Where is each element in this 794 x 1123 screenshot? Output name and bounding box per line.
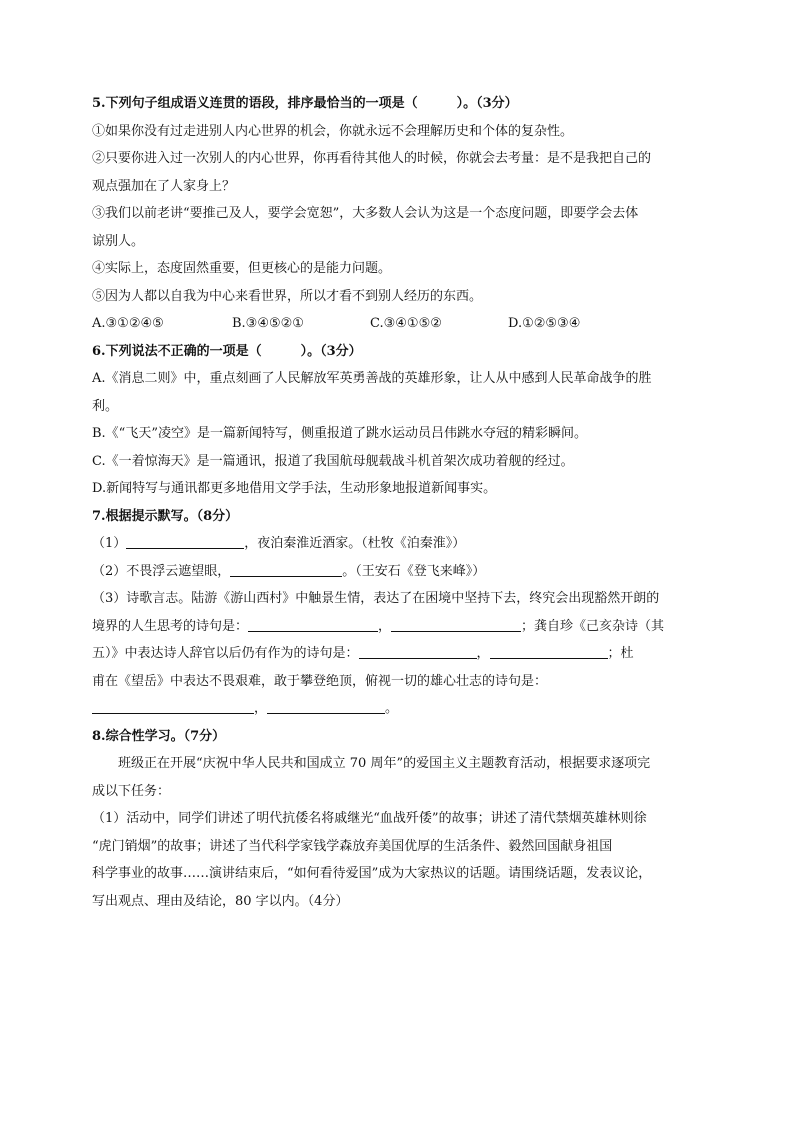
question-5 [92, 90, 704, 338]
answer-blank[interactable] [391, 617, 521, 632]
item-3-line-4: 甫在《望岳》中表达不畏艰难，敢于攀登绝顶，俯视一切的雄心壮志的诗句是： [92, 673, 548, 689]
sentence-2-line-2: 观点强加在了人家身上？ [92, 178, 236, 194]
question-7-title: 7.根据提示默写。（8分） [92, 508, 239, 524]
item-3-line-3: 五）》中表达诗人辞官以后仍有作为的诗句是： ， ；杜 [92, 646, 634, 661]
answer-blank[interactable] [248, 617, 378, 632]
sentence-3-line-2: 谅别人。 [92, 233, 145, 249]
question-7 [92, 503, 704, 723]
answer-blank[interactable] [359, 644, 477, 659]
option-b: B.③④⑤②① [232, 316, 304, 331]
answer-blank[interactable] [490, 644, 608, 659]
question-5-options [92, 310, 704, 338]
task-1-line-2: “虎门销烟”的故事；讲述了当代科学家钱学森放弃美国优厚的生活条件、毅然回国献身祖国 [92, 838, 613, 854]
question-8-title: 8.综合性学习。（7分） [92, 728, 226, 744]
sentence-5: ⑤因为人都以自我为中心来看世界，所以才看不到别人经历的东西。 [92, 288, 483, 304]
answer-blank[interactable] [92, 699, 254, 714]
task-1-line-4: 写出观点、理由及结论，80 字以内。（4分） [92, 893, 349, 909]
option-d: D.新闻特写与通讯都更多地借用文学手法，生动形象地报道新闻事实。 [92, 481, 497, 496]
sentence-1: ①如果你没有过走进别人内心世界的机会，你就永远不会理解历史和个体的复杂性。 [92, 123, 574, 139]
intro-line-1: 班级正在开展“庆祝中华人民共和国成立 70 周年”的爱国主义主题教育活动，根据要求逐项完 [118, 756, 651, 771]
question-6 [92, 338, 704, 503]
sentence-2-line-1: ②只要你进入过一次别人的内心世界，你再看待其他人的时候，你就会去考量：是不是我把自己的 [92, 151, 652, 166]
option-d: D.①②⑤③④ [508, 316, 581, 331]
task-1-line-1: （1）活动中，同学们讲述了明代抗倭名将戚继光“血战歼倭”的故事；讲述了清代禁烟英雄林则徐 [92, 811, 647, 826]
option-c: C.③④①⑤② [370, 316, 442, 331]
sentence-3-line-1: ③我们以前老讲“要推己及人，要学会宽恕”，大多数人会认为这是一个态度问题，即要学会去体 [92, 206, 639, 221]
task-1-line-3: 科学事业的故事……演讲结束后，“如何看待爱国”成为大家热议的话题。请围绕话题，发表议论， [92, 866, 652, 881]
document-page [92, 90, 704, 915]
item-3-line-5: ， 。 [92, 695, 704, 723]
intro-line-2: 成以下任务： [92, 783, 171, 799]
option-b: B.《“飞天”凌空》是一篇新闻特写，侧重报道了跳水运动员吕伟跳水夺冠的精彩瞬间。 [92, 426, 587, 441]
answer-blank[interactable] [267, 699, 385, 714]
item-3-line-1: （3）诗歌言志。陆游《游山西村》中触景生情，表达了在困境中坚持下去，终究会出现豁然开朗的 [92, 591, 660, 606]
item-3-line-2: 境界的人生思考的诗句是： ， ；龚自珍《己亥杂诗（其 [92, 618, 665, 634]
item-1: （1） ，夜泊秦淮近酒家。（杜牧《泊秦淮》） [92, 536, 466, 551]
sentence-4: ④实际上，态度固然重要，但更核心的是能力问题。 [92, 261, 392, 276]
option-a-line-2: 利。 [92, 398, 119, 414]
option-a-line-1: A.《消息二则》中，重点刻画了人民解放军英勇善战的英雄形象，让人从中感到人民革命战争的胜 [92, 371, 652, 386]
option-c: C.《一着惊海天》是一篇通讯，报道了我国航母舰载战斗机首架次成功着舰的经过。 [92, 453, 574, 469]
option-a: A.③①②④⑤ [92, 316, 164, 331]
question-8 [92, 723, 704, 916]
question-5-title: 5.下列句子组成语义连贯的语段，排序最恰当的一项是（ ）。（3分） [92, 96, 518, 111]
item-2: （2）不畏浮云遮望眼， 。（王安石《登飞来峰》） [92, 563, 486, 579]
answer-blank[interactable] [126, 534, 244, 549]
question-6-title: 6.下列说法不正确的一项是（ ）。（3分） [92, 343, 362, 359]
answer-blank[interactable] [230, 562, 342, 577]
